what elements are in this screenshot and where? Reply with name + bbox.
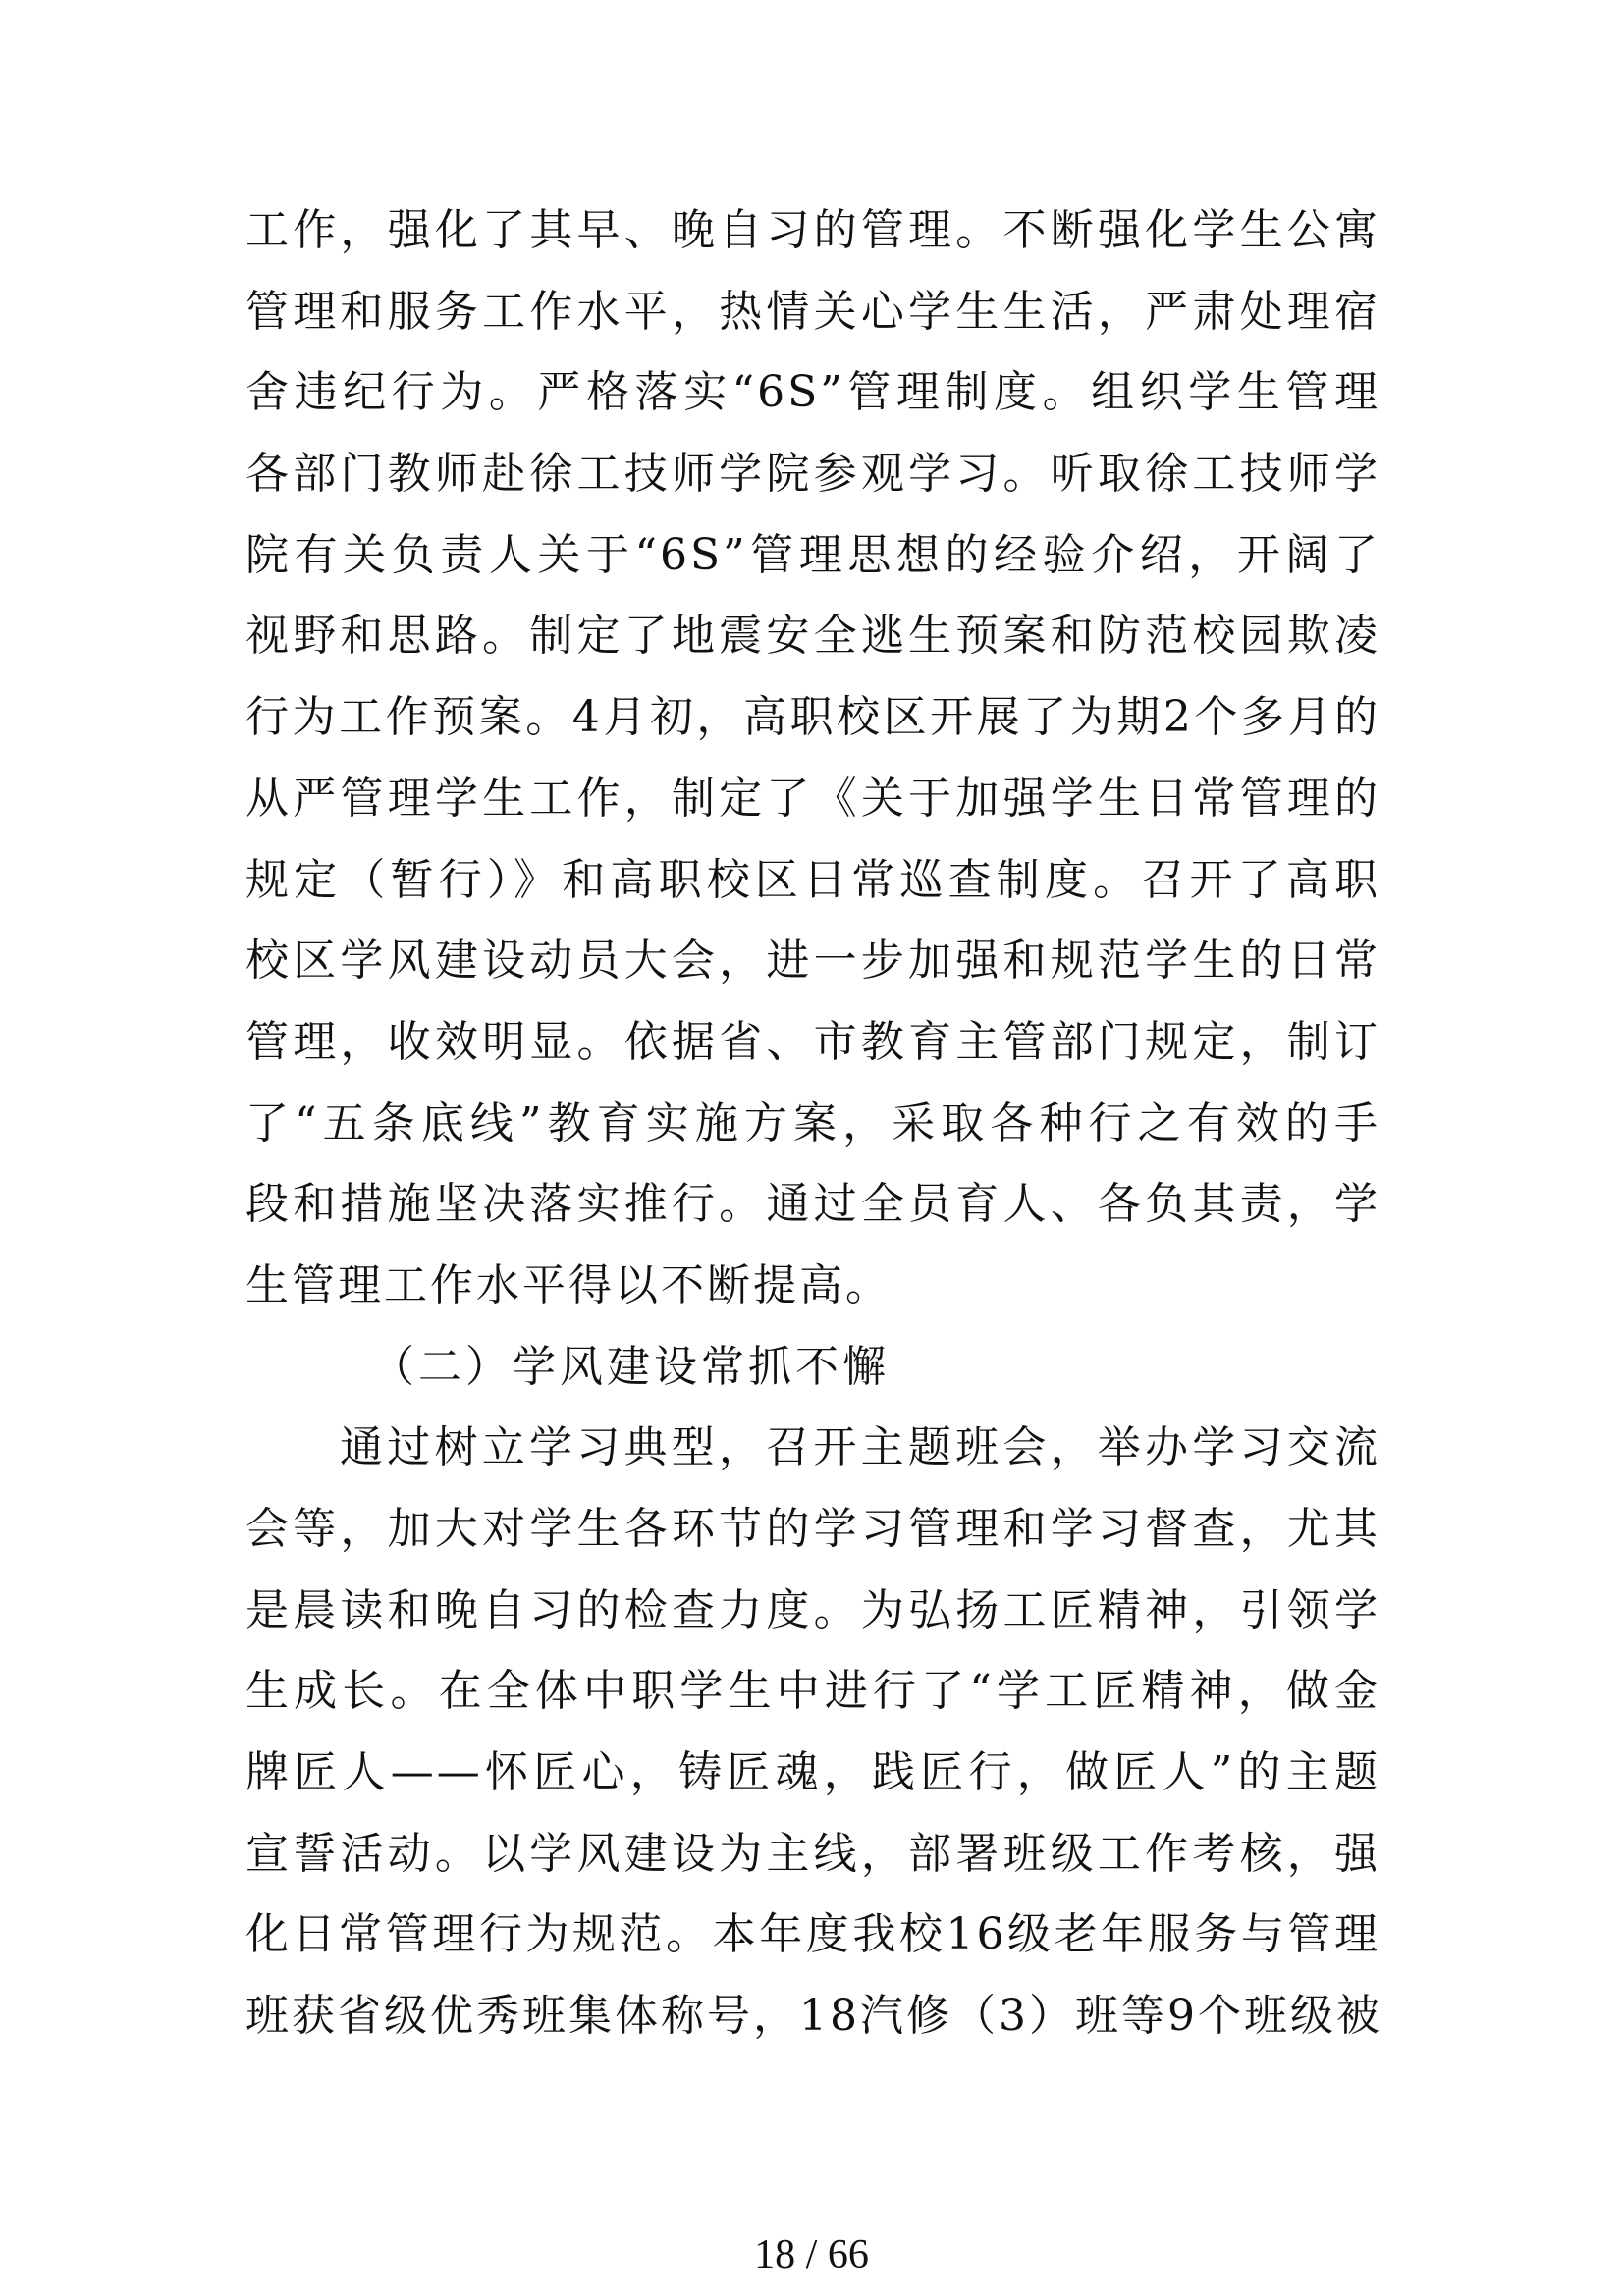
text-line: 班获省级优秀班集体称号，18汽修（3）班等9个班级被 [245, 1991, 1382, 2042]
text-line: 生成长。在全体中职学生中进行了“学工匠精神，做金 [245, 1666, 1380, 1717]
section-heading: （二）学风建设常抓不懈 [371, 1341, 890, 1392]
text-line: 视野和思路。制定了地震安全逃生预案和防范校园欺凌 [245, 611, 1380, 662]
text-line: 是晨读和晚自习的检查力度。为弘扬工匠精神，引领学 [245, 1584, 1380, 1635]
text-line: 行为工作预案。4月初，高职校区开展了为期2个多月的 [245, 692, 1380, 743]
text-line: 院有关负责人关于“6S”管理思想的经验介绍，开阔了 [245, 529, 1380, 580]
paragraph-study-style [245, 1408, 1380, 2057]
text-line: 通过树立学习典型，召开主题班会，举办学习交流 [340, 1422, 1380, 1473]
text-line: 从严管理学生工作，制定了《关于加强学生日常管理的 [245, 773, 1380, 824]
text-line: 规定（暂行）》和高职校区日常巡查制度。召开了高职 [245, 854, 1380, 905]
text-line: 管理，收效明显。依据省、市教育主管部门规定，制订 [245, 1016, 1380, 1067]
text-line: 会等，加大对学生各环节的学习管理和学习督查，尤其 [245, 1504, 1380, 1554]
paragraph-student-management [245, 190, 1380, 1327]
text-line: 了“五条底线”教育实施方案，采取各种行之有效的手 [245, 1097, 1380, 1148]
text-line: 舍违纪行为。严格落实“6S”管理制度。组织学生管理 [245, 367, 1380, 418]
text-line: 牌匠人——怀匠心，铸匠魂，践匠行，做匠人”的主题 [245, 1747, 1380, 1798]
text-line: 生管理工作水平得以不断提高。 [245, 1259, 892, 1310]
text-line: 管理和服务工作水平，热情关心学生生活，严肃处理宿 [245, 286, 1380, 337]
text-line: 宣誓活动。以学风建设为主线，部署班级工作考核，强 [245, 1828, 1380, 1879]
text-line: 段和措施坚决落实推行。通过全员育人、各负其责，学 [245, 1179, 1380, 1230]
document-body [245, 190, 1380, 2057]
page-number: 18 / 66 [754, 2232, 869, 2277]
text-line: 化日常管理行为规范。本年度我校16级老年服务与管理 [245, 1909, 1380, 1960]
text-line: 各部门教师赴徐工技师学院参观学习。听取徐工技师学 [245, 449, 1380, 500]
text-line: 校区学风建设动员大会，进一步加强和规范学生的日常 [245, 935, 1380, 987]
text-line: 工作，强化了其早、晚自习的管理。不断强化学生公寓 [245, 205, 1380, 255]
